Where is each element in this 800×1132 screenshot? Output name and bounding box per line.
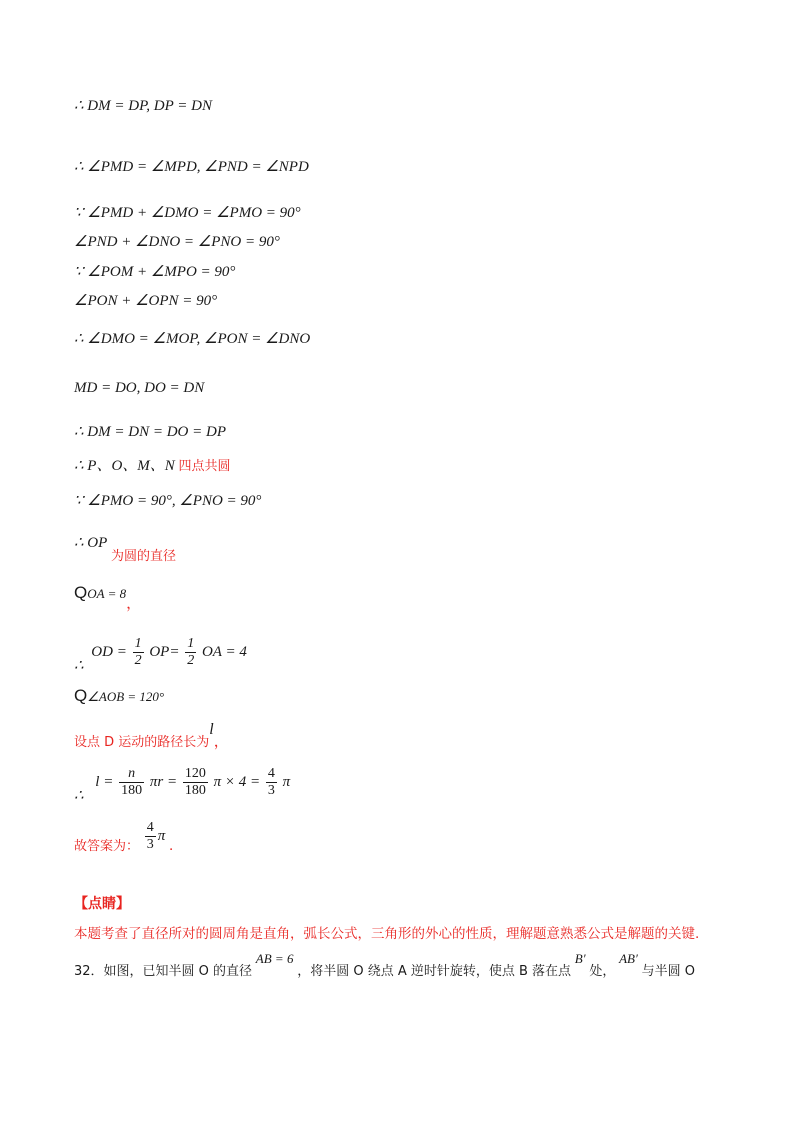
od-c: OA = 4 <box>201 643 247 660</box>
op-diameter-text: 为圆的直径 <box>111 549 177 564</box>
line-od <box>74 636 247 674</box>
arc-pi: π <box>282 773 291 790</box>
fraction-120-180: $\frac{120}{180}$ <box>184 766 206 798</box>
line-arc-length <box>74 766 291 804</box>
path-l: l <box>209 721 214 738</box>
line-because-pom: ∵ ∠POM + ∠MPO = 90° <box>74 264 236 280</box>
concyclic-text: 四点共圆 <box>178 459 231 474</box>
line-therefore-dmo: ∴ ∠DMO = ∠MOP, ∠PON = ∠DNO <box>74 331 311 347</box>
since-symbol-2: Q <box>74 686 88 705</box>
fraction-half-1: $\frac{1}{2}$ <box>134 636 142 668</box>
fraction-half-2: $\frac{1}{2}$ <box>187 636 195 668</box>
line-op-diameter <box>74 532 177 564</box>
od-a: OD = <box>91 643 127 660</box>
od-therefore: ∴ <box>74 657 84 674</box>
line-because-pmo: ∵ ∠PMD + ∠DMO = ∠PMO = 90° <box>74 205 301 221</box>
arc-therefore: ∴ <box>74 787 84 804</box>
q32-bprime: B′ <box>574 951 586 966</box>
op-math: ∴ OP <box>74 535 108 551</box>
arc-a: l = <box>95 773 114 790</box>
q32-part-a: 32．如图，已知半圆 O 的直径 <box>74 964 253 979</box>
path-comma: ， <box>213 734 229 750</box>
oa-math: OA = 8 <box>87 586 127 601</box>
line-set-path-length <box>74 721 229 750</box>
q32-part-c: 处， <box>589 964 616 979</box>
since-symbol: Q <box>74 583 88 602</box>
line-aob <box>74 686 164 706</box>
dianjing-title: 【点睛】 <box>74 896 130 912</box>
arc-c: π × 4 = <box>213 773 261 790</box>
line-md-do: MD = DO, DO = DN <box>74 380 205 396</box>
line-therefore-dm-dp: ∴ DM = DP, DP = DN <box>74 98 212 114</box>
answer-pi: π <box>157 827 166 844</box>
oa-comma: ， <box>126 596 142 612</box>
fraction-n-180: $\frac{n}{180}$ <box>121 766 143 798</box>
line-pon: ∠PON + ∠OPN = 90° <box>74 293 218 309</box>
question-32 <box>74 950 695 979</box>
arc-b: πr = <box>149 773 178 790</box>
line-answer <box>74 820 173 853</box>
line-oa-8 <box>74 582 142 612</box>
line-pno: ∠PND + ∠DNO = ∠PNO = 90° <box>74 234 280 250</box>
q32-part-d: 与半圆 O <box>641 964 695 979</box>
line-therefore-dm-dn: ∴ DM = DN = DO = DP <box>74 424 226 440</box>
fraction-4-3: $\frac{4}{3}$ <box>267 766 275 798</box>
dianjing-body: 本题考查了直径所对的圆周角是直角，弧长公式，三角形的外心的性质，理解题意熟悉公式是解题的关键. <box>74 926 700 942</box>
aob-math: ∠AOB = 120° <box>87 689 165 704</box>
answer-label: 故答案为： <box>74 838 140 854</box>
q32-part-b: ，将半圆 O 绕点 A 逆时针旋转，使点 B 落在点 <box>297 964 572 979</box>
answer-fraction: $\frac{4}{3}$ <box>146 820 154 852</box>
q32-ab: AB = 6 <box>255 951 294 966</box>
line-angle-equalities: ∴ ∠PMD = ∠MPD, ∠PND = ∠NPD <box>74 159 309 175</box>
set-path-text: 设点 D 运动的路径长为 <box>74 735 210 750</box>
q32-abprime: AB′ <box>619 951 638 966</box>
line-because-right-angles: ∵ ∠PMO = 90°, ∠PNO = 90° <box>74 493 262 509</box>
line-concyclic <box>74 454 231 475</box>
od-b: OP= <box>149 643 180 660</box>
concyclic-math: ∴ P、O、M、N <box>74 458 175 474</box>
answer-dot: . <box>169 837 174 854</box>
